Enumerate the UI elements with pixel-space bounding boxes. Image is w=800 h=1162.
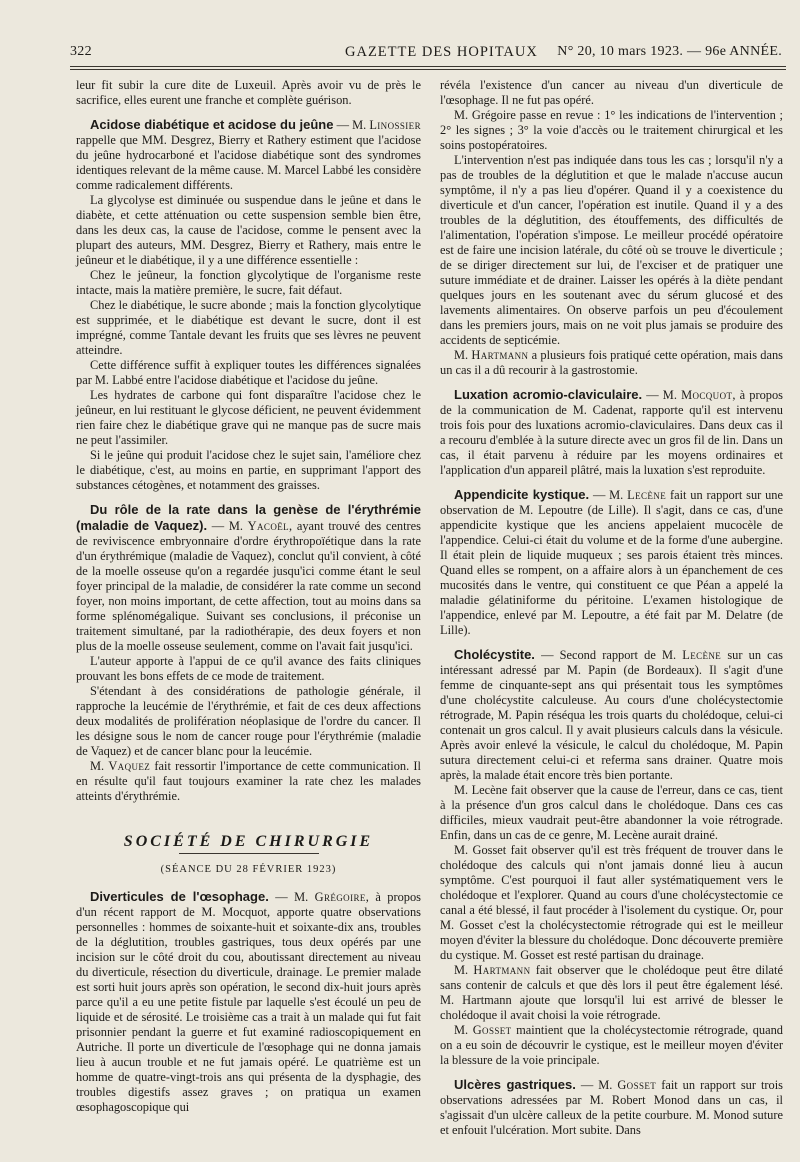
paragraph: Ulcères gastriques. — M. Gosset fait un rapport sur trois observations adressées par M. Robert Monod dans un cas, il s'agissait d'un ulcère calleux de la petite courbure. M. Monod suture et enfouit l'ulcération. Mort subite. Dans [440,1077,783,1137]
paragraph: révéla l'existence d'un cancer au niveau d'un diverticule de l'œsophage. Il ne fut pas opéré. [440,78,783,107]
paragraph-text: a plusieurs fois pratiqué cette opération, mais dans un cas il a dû recourir à la gastrostomie. [440,348,783,377]
section-rule [179,853,319,854]
paragraph: M. Vaquez fait ressortir l'importance de cette communication. Il en résulte qu'il faut toujours examiner la rate chez les malades atteints d'érythrémie. [76,759,421,803]
paragraph-text: sur un cas intéressant adressé par M. Papin (de Bordeaux). Il s'agit d'une femme de cinquante-sept ans qui présentait tous les symptômes d'une cholécystite calculeuse. Au cours d'une cholécystectomie rétrograde, M. Papin réséqua les trois quarts du cholédoque, celui-ci contenait un gros calcul. Il y avait plusieurs calculs dans la vésicule. Après avoir enlevé la vésicule, le calcul du cholédoque, M. Papin sutura directement celui-ci et referma sans drainer. Quatre mois après, la malade était encore très bien portante. [440,648,783,782]
paragraph: M. Lecène fait observer que la cause de l'erreur, dans ce cas, tient à la présence d'un gros calcul dans le cholédoque. Dans ces cas difficiles, mieux vaudrait peut-être abandonner la voie rétrograde. Enfin, dans un cas de ce genre, M. Lecène aurait drainé. [440,783,783,842]
paragraph: Du rôle de la rate dans la genèse de l'érythrémie (maladie de Vaquez). — M. Yacoël, ayant trouvé des centres de reviviscence embryonnaire d'ordre érythropoïétique dans la rate d'un érythrémique (maladie de Vaquez), conclut qu'il convient, à côté de la moelle osseuse qu'on a regardée jusqu'ici comme étant le seul foyer principal de la maladie, de considérer la rate comme un second foyer, non moins important, de cette affection, tout au moins dans sa forme splénomégalique. Suivant ses conclusions, il préconise un traitement simultané, par la radiothérapie, des deux foyers et non plus de la moelle osseuse seulement, comme on l'avait fait jusqu'ici. [76,502,421,653]
left-column [76,78,421,1115]
paragraph: M. Gosset maintient que la cholécystectomie rétrograde, quand on a eu soin de découvrir le cystique, est le meilleur moyen d'éviter la blessure de la voie principale. [440,1023,783,1067]
paragraph-text: , ayant trouvé des centres de reviviscence embryonnaire d'ordre érythropoïétique dans la rate d'un érythrémique (maladie de Vaquez), conclut qu'il convient, à côté de la moelle osseuse qu'on a regardée jusqu'ici comme étant le seul foyer principal de la maladie, de considérer la rate comme un second foyer, non moins important, de cette affection, tout au moins dans sa forme splénomégalique. Suivant ses conclusions, il préconise un traitement simultané, par la radiothérapie, des deux foyers et non plus de la moelle osseuse seulement, comme on l'avait fait jusqu'ici. [76,519,421,653]
paragraph: Si le jeûne qui produit l'acidose chez le sujet sain, l'améliore chez le diabétique, c'est, au moins en partie, en supprimant l'apport des substances cétogènes, et notamment des graisses. [76,448,421,492]
paragraph: Diverticules de l'œsophage. — M. Grégoire, à propos d'un récent rapport de M. Mocquot, apporte quatre observations personnelles : hommes de soixante-huit et soixante-dix ans, troubles de la déglutition, troubles gastriques, tous deux opérés par une incision sur le côté droit du cou, aboutissant directement au niveau du diverticule, résection du diverticule, drainage. Le premier malade est sorti huit jours après son opération, le second dix-huit jours après parce qu'il a eu une petite fistule par laquelle s'est écoulé un peu de liquide et de sérosité. Le troisième cas a trait à un malade qui fut fait prisonnier pendant la guerre et fut examiné radioscopiquement en Autriche. Il porte un diverticule de l'œsophage qui ne donna jamais lieu à aucun trouble et ne fut jamais opéré. Le quatrième est un homme de quatre-vingt-trois ans qui présenta de la dysphagie, des troubles digestifs assez graves ; on pratiqua un examen œsophagoscopique qui [76,889,421,1114]
paragraph-text: fait un rapport sur une observation de M. Lepoutre (de Lille). Il s'agit, dans ce cas, d'une appendicite kystique que les anciens appelaient mucocèle de l'appendice. Celui-ci était du volume et de la forme d'une aubergine. Il était plein de liquide muqueux ; ses parois étaient très minces. Quand elles se rompent, on a affaire alors à un épanchement de ces mucosités dans le ventre, qui constituent ce que Péan a appelé la maladie gélatiniforme du péritoine. L'examen histologique de l'appendice, enlevé par M. Lepoutre, a été fait par M. Delatre (de Lille). [440,488,783,637]
author-name: Gosset [617,1078,657,1092]
paragraph: Appendicite kystique. — M. Lecène fait un rapport sur une observation de M. Lepoutre (de Lille). Il s'agit, dans ce cas, d'une appendicite kystique que les anciens appelaient mucocèle de l'appendice. Celui-ci était du volume et de la forme d'une aubergine. Il était plein de liquide muqueux ; ses parois étaient très minces. Quand elles se rompent, on a affaire alors à un épanchement de ces mucosités dans le ventre, qui constituent ce que Péan a appelé la maladie gélatiniforme du péritoine. L'examen histologique de l'appendice, enlevé par M. Lepoutre, a été fait par M. Delatre (de Lille). [440,487,783,637]
author-name: Lecène [682,648,722,662]
article-heading: Du rôle de la rate dans la genèse de l'érythrémie (maladie de Vaquez). [76,502,421,533]
author-name: Yacoël [247,519,290,533]
section-title: SOCIÉTÉ DE CHIRURGIE [123,833,374,850]
page-header [70,40,786,62]
article-heading: Appendicite kystique. [454,487,590,502]
paragraph: M. Grégoire passe en revue : 1° les indications de l'intervention ; 2° les signes ; 3° la voie d'accès ou le traitement chirurgical et les soins postopératoires. [440,108,783,152]
article-heading: Ulcères gastriques. [454,1077,576,1092]
paragraph-text: , à propos d'un récent rapport de M. Mocquot, apporte quatre observations personnelles : hommes de soixante-huit et soixante-dix ans, troubles de la déglutition, troubles gastriques, tous deux opérés par une incision sur le côté droit du cou, aboutissant directement au niveau du diverticule, résection du diverticule, drainage. Le premier malade est sorti huit jours après son opération, le second dix-huit jours après parce qu'il a eu une petite fistule par laquelle s'est écoulé un peu de liquide et de sérosité. Le troisième cas a trait à un malade qui fut fait prisonnier pendant la guerre et fut examiné radioscopiquement en Autriche. Il porte un diverticule de l'œsophage qui ne donna jamais lieu à aucun trouble et ne fut jamais opéré. Le quatrième est un homme de quatre-vingt-trois ans qui présenta de la dysphagie, des troubles digestifs assez graves ; on pratiqua un examen œsophagoscopique qui [76,890,421,1114]
paragraph: Cholécystite. — Second rapport de M. Lecène sur un cas intéressant adressé par M. Papin (de Bordeaux). Il s'agit d'une femme de cinquante-sept ans qui présentait tous les symptômes d'une cholécystite calculeuse. Au cours d'une cholécystectomie rétrograde, M. Papin réséqua les trois quarts du cholédoque, celui-ci contenait un gros calcul. Il y avait plusieurs calculs dans la vésicule. Après avoir enlevé la vésicule, le calcul du cholédoque, M. Papin sutura directement celui-ci et referma sans drainer. Quatre mois après, la malade était encore très bien portante. [440,647,783,782]
author-name: Grégoire [314,890,366,904]
article-heading: Diverticules de l'œsophage. [90,889,269,904]
paragraph-text: , à propos de la communication de M. Cadenat, rapporte qu'il est intervenu trois fois pour des luxations acromio-claviculaires. Dans deux cas il a recouru d'emblée à la suture directe avec un gros fil de lin. Dans un cas, il était parvenu à réduire par les moyens ordinaires et l'application d'un appareil plâtré, mais la luxation s'est reproduite. [440,388,783,477]
author-name: Linossier [369,118,421,132]
paragraph-text: rappelle que MM. Desgrez, Bierry et Rathery estiment que l'acidose du jeûne hydrocarboné et l'acidose diabétique sont des syndromes identiques relevant de la même cause. M. Marcel Labbé les considère comme radicalement différents. [76,133,421,192]
paragraph: Les hydrates de carbone qui font disparaître l'acidose chez le jeûneur, en lui restituant le glycose déficient, ne peuvent évidemment rien faire chez le diabétique grave qui ne manque pas de sucre mais ne peut l'assimiler. [76,388,421,447]
header-rule [70,66,786,67]
article-heading: Acidose diabétique et acidose du jeûne [90,117,334,132]
article-heading: Cholécystite. [454,647,535,662]
author-name: Mocquot [681,388,733,402]
author-name: Lecène [627,488,667,502]
page-number: 322 [70,44,92,59]
paragraph: M. Hartmann a plusieurs fois pratiqué cette opération, mais dans un cas il a dû recourir à la gastrostomie. [440,348,783,377]
paragraph: M. Hartmann fait observer que le cholédoque peut être dilaté sans contenir de calculs et que dès lors il peut être également lésé. M. Hartmann ajoute que lorsqu'il lui est arrivé de blesser le cholédoque il avait choisi la voie rétrograde. [440,963,783,1022]
article-heading: Luxation acromio-claviculaire. [454,387,643,402]
author-name: Vaquez [108,759,151,773]
paragraph: Cette différence suffit à expliquer toutes les différences signalées par M. Labbé entre l'acidose diabétique et l'acidose du jeûne. [76,358,421,387]
paragraph-text: fait ressortir l'importance de cette communication. Il en résulte qu'il faut toujours examiner la rate chez les malades atteints d'érythrémie. [76,759,421,803]
paragraph-text: maintient que la cholécystectomie rétrograde, quand on a eu soin de découvrir le cystique, est le meilleur moyen d'éviter la blessure de la voie principale. [440,1023,783,1067]
journal-title: GAZETTE DES HOPITAUX [345,44,538,60]
issue-info: N° 20, 10 mars 1923. — 96e ANNÉE. [557,44,782,59]
author-name: Hartmann [471,348,529,362]
paragraph: M. Gosset fait observer qu'il est très fréquent de trouver dans le cholédoque des calculs qui n'ont jamais donné lieu à aucun symptôme. C'est pourquoi il faut aller systématiquement vers le cholédoque et l'explorer. Quand au cours d'une cholécystectomie ce canal a été blessé, il faut procéder à l'isolement du cystique. Or, pour M. Gosset c'est la cholécystectomie rétrograde qui est le meilleur moyen d'éviter la blessure du cholédoque. Donc découverte première du cystique. M. Gosset est resté partisan du drainage. [440,843,783,962]
paragraph-text: fait observer que le cholédoque peut être dilaté sans contenir de calculs et que dès lors il peut être également lésé. M. Hartmann ajoute que lorsqu'il lui est arrivé de blesser le cholédoque il avait choisi la voie rétrograde. [440,963,783,1022]
author-name: Gosset [472,1023,512,1037]
paragraph: L'intervention n'est pas indiquée dans tous les cas ; lorsqu'il n'y a pas de troubles de la déglutition et que le malade n'accuse aucun symptôme, il n'y a pas lieu d'opérer. Quand il y a coexistence du diverticule et d'un cancer, l'opération est inutile. Quand il y a des troubles de la déglutition, des étouffements, des difficultés de l'alimentation, l'opération s'impose. Le meilleur procédé opératoire est de faire une incision latérale, du côté où se trouve le diverticule ; de se diriger directement sur lui, de l'exciser et de pratiquer une suture immédiate et de drainer. Laisser les opérés à la diète pendant quelques jours en les soutenant avec du sérum glucosé et des lavements alimentaires. On observe parfois un peu d'écoulement dans les premiers jours, mais on ne voit plus jamais se produire des accidents de septicémie. [440,153,783,347]
paragraph: S'étendant à des considérations de pathologie générale, il rapproche la leucémie de l'érythrémie, et fait de ces deux affections deux modalités de prolifération néoplasique de l'ordre du cancer. Il les désigne sous le nom de cancer rouge pour l'érythrémie (maladie de Vaquez) et de cancer blanc pour la leucémie. [76,684,421,758]
paragraph: Acidose diabétique et acidose du jeûne — M. Linossier rappelle que MM. Desgrez, Bierry et Rathery estiment que l'acidose du jeûne hydrocarboné et l'acidose diabétique sont des syndromes identiques relevant de la même cause. M. Marcel Labbé les considère comme radicalement différents. [76,117,421,192]
paragraph: L'auteur apporte à l'appui de ce qu'il avance des faits cliniques prouvant les bons effets de ce mode de traitement. [76,654,421,683]
paragraph-text: fait un rapport sur trois observations adressées par M. Robert Monod dans un cas, il s'agissait d'un ulcère calleux de la petite courbure. M. Monod suture et enfouit l'ulcération. Mort subite. Dans [440,1078,783,1137]
paragraph: Chez le diabétique, le sucre abonde ; mais la fonction glycolytique est supprimée, et le diabétique est devant le sucre, dont il est imprégné, comme Tantale devant les fruits que ses lèvres ne peuvent atteindre. [76,298,421,357]
author-name: Hartmann [473,963,531,977]
section-subtitle: (SÉANCE DU 28 FÉVRIER 1923) [160,864,337,875]
paragraph: La glycolyse est diminuée ou suspendue dans le jeûne et dans le diabète, et cette atténuation ou cette suspension semble bien être, dans les deux cas, la cause de l'acidose, comme le pensent avec la plupart des auteurs, MM. Desgrez, Bierry et Rathery, mais entre le jeûneur et le diabétique, il y a une différence essentielle : [76,193,421,267]
right-column [440,78,783,1138]
paragraph: leur fit subir la cure dite de Luxeuil. Après avoir vu de près le sacrifice, elles eurent une franche et complète guérison. [76,78,421,107]
header-rule-double [70,69,786,70]
paragraph: Luxation acromio-claviculaire. — M. Mocquot, à propos de la communication de M. Cadenat, rapporte qu'il est intervenu trois fois pour des luxations acromio-claviculaires. Dans deux cas il a recouru d'emblée à la suture directe avec un gros fil de lin. Dans un cas, il était parvenu à réduire par les moyens ordinaires et l'application d'un appareil plâtré, mais la luxation s'est reproduite. [440,387,783,477]
paragraph: Chez le jeûneur, la fonction glycolytique de l'organisme reste intacte, mais la matière première, le sucre, fait défaut. [76,268,421,297]
